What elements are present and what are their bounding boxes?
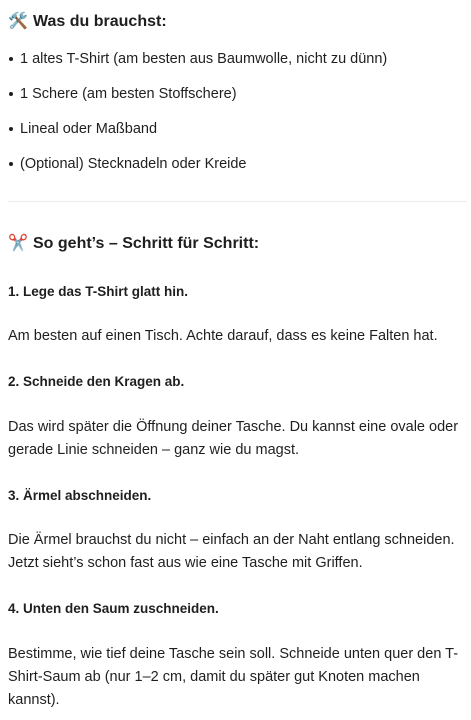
list-item: 1 altes T-Shirt (am besten aus Baumwolle, nicht zu dünn) <box>8 48 463 83</box>
scissors-icon: ✂️ <box>8 235 28 252</box>
step-body: Die Ärmel brauchst du nicht – einfach an der Naht entlang schneiden. Jetzt sieht’s schon fast aus wie eine Tasche mit Griffen. <box>8 532 455 571</box>
step-block <box>8 371 463 393</box>
step-body: Am besten auf einen Tisch. Achte darauf, dass es keine Falten hat. <box>8 328 438 344</box>
step-text-block <box>8 643 463 712</box>
list-item: Lineal oder Maßband <box>8 118 463 153</box>
step-title: 2. Schneide den Kragen ab. <box>8 374 185 389</box>
divider <box>8 201 467 202</box>
list-item: 1 Schere (am besten Stoffschere) <box>8 83 463 118</box>
step-block <box>8 598 463 620</box>
list-item: (Optional) Stecknadeln oder Kreide <box>8 153 463 188</box>
supplies-list <box>8 48 463 188</box>
step-block <box>8 485 463 507</box>
section-heading-supplies-text: Was du brauchst: <box>33 13 167 30</box>
step-text-block <box>8 325 463 348</box>
step-body: Das wird später die Öffnung deiner Tasche. Du kannst eine ovale oder gerade Linie schneiden – ganz wie du magst. <box>8 419 459 458</box>
step-text-block <box>8 416 463 462</box>
step-title: 3. Ärmel abschneiden. <box>8 488 152 503</box>
step-title: 1. Lege das T-Shirt glatt hin. <box>8 284 189 299</box>
step-body: Bestimme, wie tief deine Tasche sein soll. Schneide unten quer den T-Shirt-Saum ab (nur 1–2 cm, damit du später gut Knoten machen kannst). <box>8 646 459 708</box>
step-title: 4. Unten den Saum zuschneiden. <box>8 601 219 616</box>
tools-icon: 🛠️ <box>8 13 28 30</box>
step-text-block <box>8 529 463 575</box>
section-heading-steps-text: So geht’s – Schritt für Schritt: <box>33 235 260 252</box>
step-block <box>8 281 463 303</box>
section-heading-supplies <box>8 11 167 33</box>
section-heading-steps <box>8 233 259 255</box>
